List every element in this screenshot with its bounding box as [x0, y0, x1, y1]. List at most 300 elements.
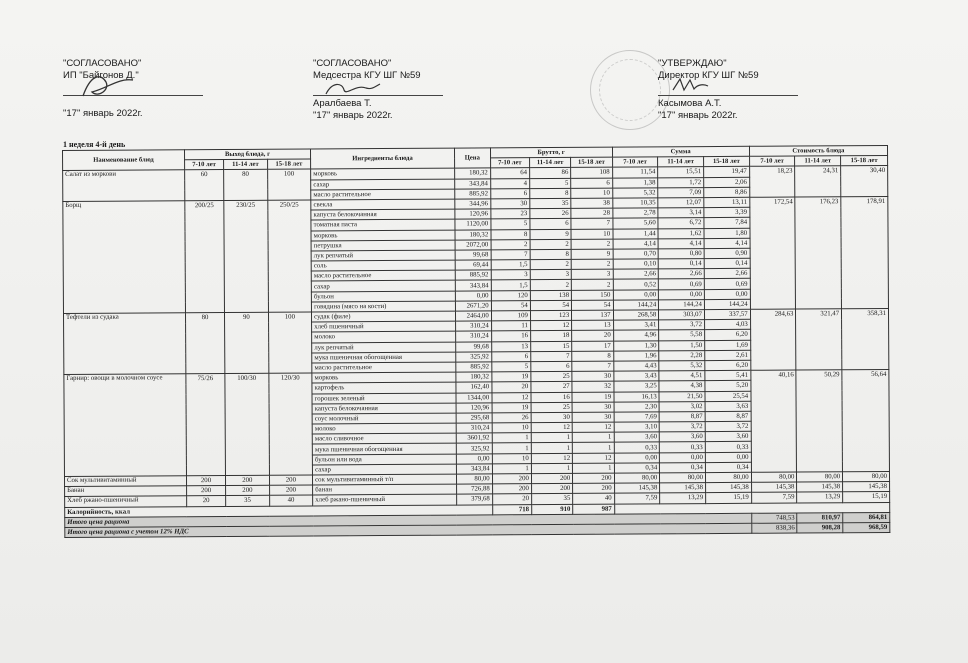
- header-brutto: Брутто, г: [490, 147, 612, 158]
- dish-output: 20: [187, 496, 226, 506]
- dish-output: 200: [226, 475, 270, 485]
- brutto-value: 3: [530, 270, 571, 280]
- approval-left-date: "17" январь 2022г.: [63, 108, 143, 119]
- approval-right-position: Директор КГУ ШГ №59: [658, 70, 759, 81]
- dish-cost: 30,40: [841, 166, 888, 197]
- ingredient-name: сок мультивитаминный т/п: [313, 474, 457, 485]
- sum-value: 5,58: [659, 330, 705, 340]
- brutto-value: 23: [491, 209, 530, 219]
- dish-output: 75/26: [186, 374, 226, 476]
- sum-value: 268,58: [613, 310, 659, 320]
- approval-right-date: "17" январь 2022г.: [658, 110, 738, 121]
- ingredient-price: 325,92: [456, 352, 492, 362]
- ingredient-name: сахар: [311, 281, 455, 292]
- sum-value: 0,34: [614, 463, 660, 473]
- brutto-value: 2: [571, 259, 612, 269]
- ingredient-name: сахар: [313, 464, 457, 475]
- brutto-value: 13: [491, 341, 530, 351]
- dish-output: 200: [186, 476, 225, 486]
- ingredient-price: 344,96: [455, 199, 491, 209]
- ingredient-name: судак (филе): [312, 311, 456, 322]
- brutto-value: 17: [572, 341, 613, 351]
- brutto-value: 1: [573, 463, 614, 473]
- sum-value: 25,54: [705, 391, 751, 401]
- age-header: 7-10 лет: [749, 156, 795, 166]
- brutto-value: 5: [491, 219, 530, 229]
- brutto-value: 10: [492, 453, 531, 463]
- brutto-value: 16: [491, 331, 530, 341]
- brutto-value: 10: [571, 188, 612, 198]
- dish-output: 200/25: [185, 200, 225, 312]
- ingredient-name: банан: [313, 484, 457, 495]
- brutto-value: 4: [490, 178, 529, 188]
- ingredient-name: говядина (мясо на кости): [312, 301, 456, 312]
- brutto-value: 109: [491, 311, 530, 321]
- dish-cost: 18,23: [749, 166, 795, 197]
- signature-right-icon: [670, 76, 710, 94]
- brutto-value: 2: [530, 259, 571, 269]
- ingredient-price: 2671,20: [455, 301, 491, 311]
- header-dish: Наименование блюд: [63, 150, 185, 171]
- age-header: 15-18 лет: [841, 156, 888, 166]
- brutto-value: 20: [492, 382, 531, 392]
- dish-cost: 145,38: [751, 482, 797, 492]
- ingredient-price: 343,84: [456, 464, 492, 474]
- sum-value: 10,35: [612, 198, 658, 208]
- brutto-value: 8: [491, 229, 530, 239]
- approval-middle-title: "СОГЛАСОВАНО": [313, 58, 392, 69]
- approval-right-name: Касымова А.Т.: [658, 98, 722, 109]
- brutto-value: 1: [572, 432, 613, 442]
- sum-value: 4,14: [613, 239, 659, 249]
- ingredient-price: 2464,00: [455, 311, 491, 321]
- brutto-value: 2: [530, 239, 571, 249]
- ingredient-name: морковь: [312, 372, 456, 383]
- brutto-value: 1: [492, 433, 531, 443]
- brutto-value: 1,5: [491, 280, 530, 290]
- approval-right-title: "УТВЕРЖДАЮ": [658, 58, 727, 69]
- sum-value: 4,03: [705, 319, 751, 329]
- ingredient-price: 162,40: [456, 382, 492, 392]
- ingredient-name: капуста белокочанная: [312, 403, 456, 414]
- sum-value: 4,96: [613, 330, 659, 340]
- dish-cost: 176,23: [795, 197, 841, 309]
- sum-value: 11,54: [612, 167, 658, 177]
- sum-value: 0,00: [660, 452, 706, 462]
- sum-value: 3,43: [613, 371, 659, 381]
- brutto-value: 54: [491, 300, 530, 310]
- brutto-value: 2: [571, 239, 612, 249]
- ingredient-name: картофель: [312, 382, 456, 393]
- menu-table: [62, 145, 890, 538]
- total-value: 810,97: [797, 512, 843, 522]
- dish-output: 60: [185, 170, 224, 201]
- brutto-value: 7: [571, 218, 612, 228]
- brutto-value: 12: [492, 392, 531, 402]
- brutto-value: 15: [531, 341, 572, 351]
- ingredient-price: 180,32: [455, 229, 491, 239]
- dish-cost: 284,63: [750, 309, 796, 370]
- sum-value: 3,72: [705, 421, 751, 431]
- sum-value: 2,78: [612, 208, 658, 218]
- sum-value: 2,06: [704, 177, 750, 187]
- sum-value: 7,69: [614, 412, 660, 422]
- sum-value: 3,60: [660, 432, 706, 442]
- sum-value: 4,43: [613, 361, 659, 371]
- ingredient-price: 80,00: [456, 474, 492, 484]
- ingredient-price: 180,32: [454, 168, 490, 178]
- sum-value: 144,24: [704, 299, 750, 309]
- sum-value: 4,14: [704, 238, 750, 248]
- ingredient-price: 726,88: [456, 484, 492, 494]
- brutto-value: 6: [530, 219, 571, 229]
- sum-value: 5,60: [612, 218, 658, 228]
- sum-value: 7,59: [614, 493, 660, 503]
- ingredient-name: молоко: [312, 423, 456, 434]
- brutto-value: 12: [531, 453, 572, 463]
- brutto-value: 150: [572, 290, 613, 300]
- dish-cost: 321,47: [796, 309, 842, 370]
- table-body: [63, 166, 890, 507]
- brutto-value: 12: [572, 422, 613, 432]
- sum-value: 0,00: [614, 452, 660, 462]
- brutto-value: 123: [530, 310, 571, 320]
- sum-value: 0,00: [659, 289, 705, 299]
- sum-value: 3,39: [704, 207, 750, 217]
- age-header: 11-14 лет: [224, 159, 268, 169]
- brutto-value: 3: [491, 270, 530, 280]
- sum-value: 0,33: [660, 442, 706, 452]
- approval-left-position: ИП "Байгонов Д.": [63, 70, 139, 81]
- ingredient-name: соус молочный: [312, 413, 456, 424]
- sum-value: 12,07: [658, 198, 704, 208]
- brutto-value: 26: [492, 413, 531, 423]
- ingredient-name: мука пшеничная обогощенная: [312, 444, 456, 455]
- dish-cost: 24,31: [795, 166, 841, 197]
- sum-value: 1,38: [612, 177, 658, 187]
- ingredient-price: 180,32: [456, 372, 492, 382]
- header-price: Цена: [454, 148, 490, 169]
- sum-value: 5,32: [612, 188, 658, 198]
- brutto-value: 200: [573, 483, 614, 493]
- approval-middle-name: Аралбаева Т.: [313, 98, 372, 109]
- sum-value: 1,50: [659, 340, 705, 350]
- calories-label: Калорийность, ккал: [65, 504, 493, 517]
- total-value: 864,81: [843, 512, 890, 522]
- brutto-value: 6: [491, 351, 530, 361]
- dish-output: 200: [186, 486, 225, 496]
- ingredient-name: мука пшеничная обогощенная: [312, 352, 456, 363]
- dish-cost: 145,38: [843, 482, 890, 492]
- ingredient-name: бульон или вода: [312, 454, 456, 465]
- brutto-value: 26: [530, 209, 571, 219]
- sum-value: 7,09: [658, 187, 704, 197]
- ingredient-price: 885,92: [455, 270, 491, 280]
- brutto-total: 718: [492, 504, 531, 514]
- sum-value: 13,11: [704, 197, 750, 207]
- ingredient-name: капуста белокочанная: [311, 209, 455, 220]
- brutto-value: 2: [530, 280, 571, 290]
- brutto-value: 2: [572, 280, 613, 290]
- sum-value: 1,69: [705, 340, 751, 350]
- approval-middle-position: Медсестра КГУ ШГ №59: [313, 70, 421, 81]
- sum-value: 0,00: [705, 452, 751, 462]
- ingredient-name: хлеб пшеничный: [312, 321, 456, 332]
- dish-output: 200: [269, 485, 313, 495]
- sum-value: 2,66: [659, 269, 705, 279]
- dish-output: 100: [268, 312, 312, 373]
- dish-cost: 56,64: [842, 370, 890, 472]
- brutto-value: 27: [531, 382, 572, 392]
- table-footer: [65, 502, 890, 538]
- sum-value: 80,00: [705, 472, 751, 482]
- sum-value: 4,51: [659, 371, 705, 381]
- header-cost: Стоимость блюда: [749, 145, 887, 156]
- brutto-value: 108: [571, 168, 612, 178]
- brutto-value: 54: [572, 300, 613, 310]
- sum-value: 80,00: [660, 473, 706, 483]
- sum-value: 2,66: [613, 269, 659, 279]
- dish-cost: 178,91: [841, 196, 889, 308]
- brutto-value: 30: [531, 412, 572, 422]
- sum-value: 3,63: [705, 401, 751, 411]
- sum-value: 6,72: [658, 218, 704, 228]
- ingredient-price: 99,68: [455, 341, 491, 351]
- sum-value: 0,00: [613, 289, 659, 299]
- brutto-value: 200: [531, 473, 572, 483]
- ingredient-price: 3601,92: [456, 433, 492, 443]
- ingredient-price: 379,68: [456, 494, 492, 504]
- total-label: Итого цена рациона: [65, 513, 752, 527]
- dish-output: 230/25: [224, 200, 268, 312]
- sum-value: 0,14: [658, 259, 704, 269]
- sum-value: 7,84: [704, 218, 750, 228]
- ingredient-price: 310,24: [456, 423, 492, 433]
- brutto-value: 30: [572, 412, 613, 422]
- sum-value: 145,38: [706, 482, 752, 492]
- ingredient-price: 0,00: [455, 291, 491, 301]
- sum-value: 15,51: [658, 167, 704, 177]
- sum-value: 0,52: [613, 279, 659, 289]
- dish-output: 100: [267, 169, 311, 200]
- sum-value: 6,20: [705, 330, 751, 340]
- brutto-value: 38: [571, 198, 612, 208]
- sum-value: 4,38: [659, 381, 705, 391]
- age-header: 15-18 лет: [267, 159, 311, 169]
- sum-value: 0,10: [613, 259, 659, 269]
- approval-left-title: "СОГЛАСОВАНО": [63, 58, 142, 69]
- approval-middle-date: "17" январь 2022г.: [313, 110, 393, 121]
- ingredient-price: 295,68: [456, 413, 492, 423]
- dish-output: 80: [185, 313, 225, 374]
- sum-value: 8,87: [659, 411, 705, 421]
- ingredient-name: лук репчатый: [312, 342, 456, 353]
- ingredient-price: 310,24: [455, 321, 491, 331]
- approval-header: [0, 58, 968, 133]
- sum-value: 1,44: [613, 228, 659, 238]
- age-header: 7-10 лет: [612, 157, 658, 167]
- sum-value: 15,19: [706, 493, 752, 503]
- ingredient-price: 120,96: [456, 403, 492, 413]
- brutto-value: 5: [491, 362, 530, 372]
- sum-value: 145,38: [660, 483, 706, 493]
- brutto-value: 138: [530, 290, 571, 300]
- brutto-value: 35: [531, 494, 572, 504]
- sum-value: 1,80: [704, 228, 750, 238]
- age-header: 11-14 лет: [658, 157, 704, 167]
- brutto-value: 7: [572, 361, 613, 371]
- ingredient-name: соль: [311, 260, 455, 271]
- ingredient-name: масло сливочное: [312, 433, 456, 444]
- sum-value: 19,47: [704, 167, 750, 177]
- dish-output: 200: [226, 485, 270, 495]
- sum-value: 0,69: [659, 279, 705, 289]
- sum-value: 0,69: [704, 279, 750, 289]
- sum-value: 3,60: [614, 432, 660, 442]
- age-header: 11-14 лет: [795, 156, 841, 166]
- dish-name: Гарнир: овощи в молочном соусе: [64, 374, 187, 477]
- sum-value: 3,72: [659, 422, 705, 432]
- brutto-value: 30: [490, 199, 529, 209]
- brutto-value: 8: [530, 188, 571, 198]
- dish-name: Салат из моркови: [63, 170, 185, 201]
- brutto-value: 137: [572, 310, 613, 320]
- brutto-value: 35: [530, 198, 571, 208]
- sum-value: 3,02: [659, 401, 705, 411]
- dish-cost: 80,00: [751, 472, 797, 482]
- sum-value: 8,86: [704, 187, 750, 197]
- brutto-value: 6: [571, 178, 612, 188]
- brutto-value: 25: [531, 372, 572, 382]
- brutto-value: 86: [529, 168, 570, 178]
- age-header: 7-10 лет: [490, 158, 529, 168]
- brutto-value: 12: [531, 422, 572, 432]
- ingredient-price: 1344,00: [456, 392, 492, 402]
- brutto-value: 200: [492, 484, 531, 494]
- dish-cost: 145,38: [797, 482, 843, 492]
- sum-value: 303,07: [659, 310, 705, 320]
- dish-name: Борщ: [63, 201, 186, 314]
- sum-value: 0,00: [704, 289, 750, 299]
- dish-name: Банан: [65, 486, 187, 497]
- dish-cost: 13,29: [797, 492, 843, 502]
- sum-value: 80,00: [614, 473, 660, 483]
- sum-value: 0,34: [660, 462, 706, 472]
- dish-cost: 50,29: [796, 370, 842, 472]
- brutto-value: 8: [572, 351, 613, 361]
- brutto-value: 200: [531, 484, 572, 494]
- age-header: 15-18 лет: [704, 156, 750, 166]
- ingredient-price: 0,00: [456, 454, 492, 464]
- brutto-value: 25: [531, 402, 572, 412]
- header-ingredients: Ингредиенты блюда: [311, 148, 455, 169]
- ingredient-price: 69,44: [455, 260, 491, 270]
- sum-value: 0,14: [704, 258, 750, 268]
- ingredient-price: 885,92: [455, 189, 491, 199]
- brutto-value: 200: [573, 473, 614, 483]
- sum-value: 1,30: [613, 340, 659, 350]
- brutto-total: 987: [573, 504, 614, 514]
- dish-output: 80: [224, 170, 268, 201]
- dish-cost: 80,00: [797, 472, 843, 482]
- ingredient-name: горошек зеленый: [312, 393, 456, 404]
- sum-value: 5,32: [659, 361, 705, 371]
- ingredient-price: 2072,00: [455, 240, 491, 250]
- ingredient-price: 1120,00: [455, 219, 491, 229]
- brutto-value: 16: [531, 392, 572, 402]
- ingredient-name: лук репчатый: [311, 250, 455, 261]
- sum-value: 0,90: [704, 248, 750, 258]
- dish-output: 100/30: [225, 373, 269, 475]
- brutto-value: 12: [573, 453, 614, 463]
- ingredient-price: 120,96: [455, 209, 491, 219]
- sum-value: 0,70: [613, 249, 659, 259]
- brutto-value: 5: [530, 178, 571, 188]
- sum-value: 5,41: [705, 370, 751, 380]
- sum-value: 1,62: [658, 228, 704, 238]
- sum-value: 2,30: [614, 402, 660, 412]
- total-vat-value: 968,59: [843, 522, 890, 532]
- age-header: 7-10 лет: [184, 160, 223, 170]
- total-vat-value: 838,36: [751, 523, 797, 533]
- dish-name: Тефтели из судака: [63, 313, 185, 375]
- brutto-value: 3: [571, 269, 612, 279]
- brutto-value: 6: [531, 361, 572, 371]
- brutto-value: 40: [573, 494, 614, 504]
- brutto-value: 10: [571, 229, 612, 239]
- dish-cost: 358,31: [842, 308, 889, 369]
- ingredient-name: масло растительное: [311, 189, 455, 200]
- brutto-value: 1: [492, 443, 531, 453]
- ingredient-name: свекла: [311, 199, 455, 210]
- ingredient-price: 99,68: [455, 250, 491, 260]
- sum-value: 0,80: [658, 248, 704, 258]
- brutto-value: 9: [571, 249, 612, 259]
- brutto-value: 19: [492, 402, 531, 412]
- brutto-value: 12: [530, 321, 571, 331]
- brutto-value: 18: [530, 331, 571, 341]
- dish-output: 90: [225, 312, 269, 373]
- ingredient-price: 885,92: [456, 362, 492, 372]
- ingredient-name: масло растительное: [311, 270, 455, 281]
- header-sum: Сумма: [612, 146, 749, 157]
- ingredient-price: 310,24: [455, 331, 491, 341]
- sum-value: 3,41: [613, 320, 659, 330]
- sum-value: 2,66: [704, 269, 750, 279]
- sum-value: 0,34: [705, 462, 751, 472]
- sum-value: 0,33: [614, 442, 660, 452]
- brutto-value: 7: [531, 351, 572, 361]
- brutto-value: 54: [530, 300, 571, 310]
- sum-value: 1,72: [658, 177, 704, 187]
- brutto-value: 30: [572, 402, 613, 412]
- ingredient-price: 325,92: [456, 443, 492, 453]
- brutto-value: 1: [531, 443, 572, 453]
- dish-cost: 80,00: [843, 471, 890, 481]
- sum-value: 3,25: [613, 381, 659, 391]
- total-value: 748,53: [751, 513, 797, 523]
- brutto-value: 2: [491, 239, 530, 249]
- brutto-value: 11: [491, 321, 530, 331]
- brutto-value: 20: [572, 331, 613, 341]
- sum-value: 3,72: [659, 320, 705, 330]
- sum-value: 144,24: [659, 299, 705, 309]
- brutto-value: 1: [492, 463, 531, 473]
- total-vat-label: Итого цена рациона с учетом 12% НДС: [65, 523, 752, 537]
- ingredient-name: бульон: [311, 291, 455, 302]
- dish-cost: 172,54: [749, 197, 795, 309]
- sum-value: 3,60: [705, 432, 751, 442]
